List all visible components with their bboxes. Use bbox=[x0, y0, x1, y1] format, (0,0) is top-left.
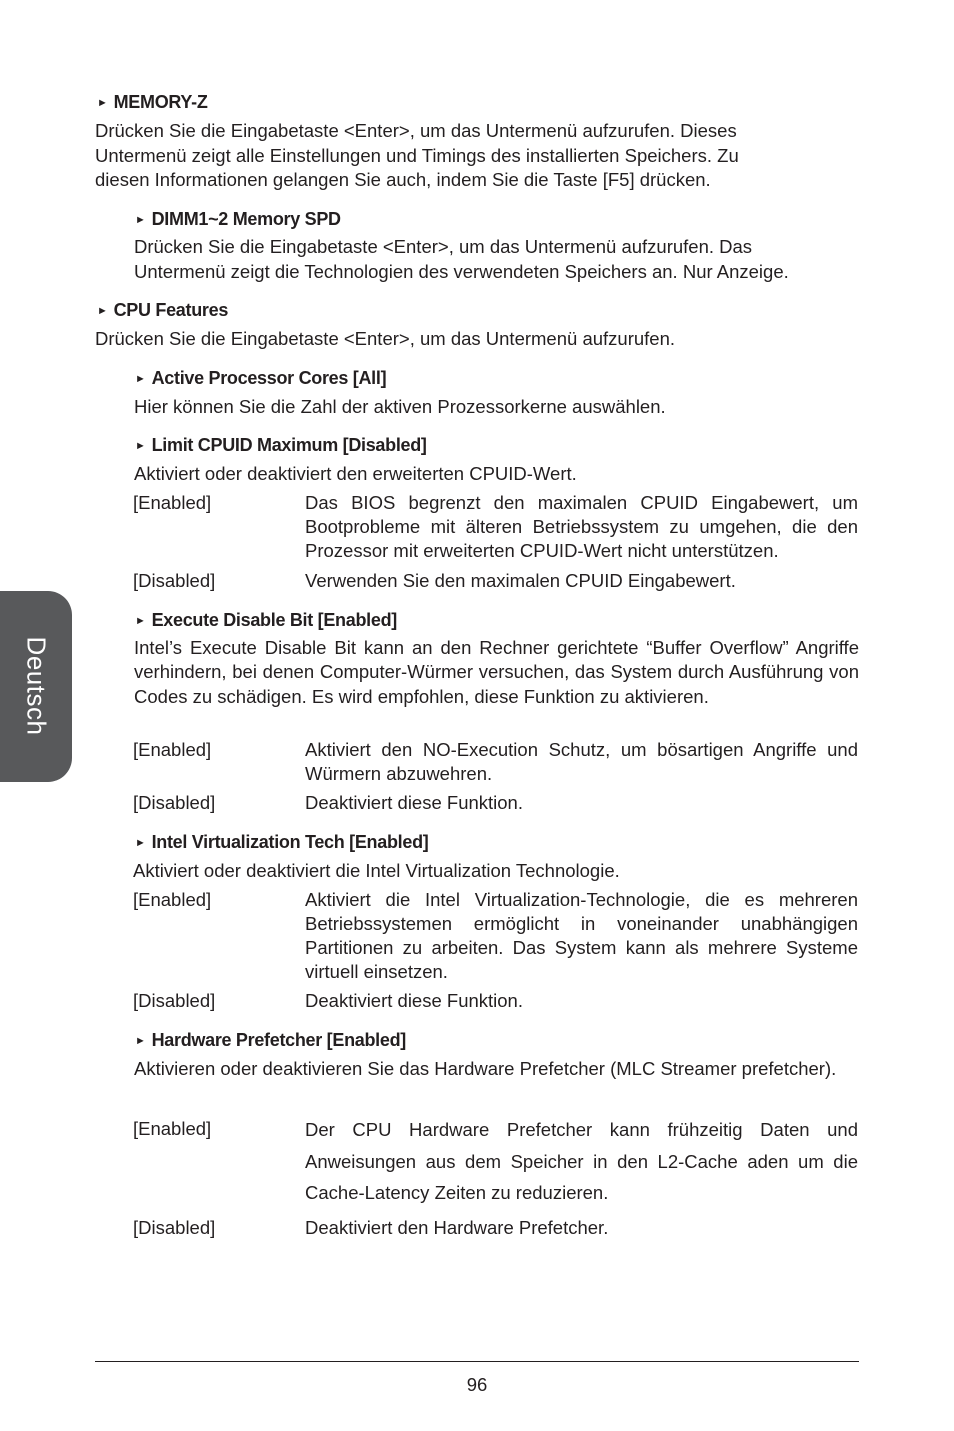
triangle-bullet-icon: ► bbox=[97, 305, 108, 317]
language-side-tab bbox=[0, 591, 72, 782]
section-title-memory-z: ► MEMORY-Z bbox=[97, 92, 208, 112]
hw-prefetcher-description: Aktivieren oder deaktivieren Sie das Hardware Prefetcher (MLC Streamer prefetcher). bbox=[134, 1058, 837, 1079]
text-line: Drücken Sie die Eingabetaste <Enter>, um das Untermenü aufzurufen. Das bbox=[134, 236, 753, 257]
footer-divider bbox=[95, 1361, 859, 1362]
option-label: [Enabled] bbox=[133, 492, 212, 513]
section-title-limit-cpuid: ► Limit CPUID Maximum [Disabled] bbox=[135, 435, 427, 455]
triangle-bullet-icon: ► bbox=[135, 214, 146, 226]
memory-z-description bbox=[95, 119, 865, 193]
option-description: Deaktiviert diese Funktion. bbox=[305, 990, 523, 1011]
section-title-cpu-features: ► CPU Features bbox=[97, 300, 229, 320]
option-label: [Enabled] bbox=[133, 1118, 212, 1139]
virtualization-description: Aktiviert oder deaktiviert die Intel Virtualization Technologie. bbox=[133, 860, 620, 881]
option-label: [Enabled] bbox=[133, 889, 212, 910]
option-description: Das BIOS begrenzt den maximalen CPUID Eingabewert, um Bootprobleme mit älteren Betriebssystem zu umgehen, die den Prozessor mit erweiterten CPUID-Wert nicht unterstützen. bbox=[305, 492, 858, 561]
cpu-features-description: Drücken Sie die Eingabetaste <Enter>, um das Untermenü aufzurufen. bbox=[95, 328, 676, 349]
option-label: [Disabled] bbox=[133, 990, 216, 1011]
active-cores-description: Hier können Sie die Zahl der aktiven Prozessorkerne auswählen. bbox=[134, 396, 666, 417]
option-description: Aktiviert den NO-Execution Schutz, um bösartigen Angriffe und Würmern abzuwehren. bbox=[305, 739, 858, 784]
section-title-dimm-spd: ► DIMM1~2 Memory SPD bbox=[135, 209, 341, 229]
option-label: [Disabled] bbox=[133, 1217, 216, 1238]
option-label: [Disabled] bbox=[133, 570, 216, 591]
execute-disable-description: Intel’s Execute Disable Bit kann an den Rechner gerichtete “Buffer Overflow” Angriffe verhindern, bei denen Computer-Würmer versuchen, das System durch Ausführung von Codes zu schädigen. Es wird empfohlen, diese Funktion zu aktivieren. bbox=[134, 637, 859, 707]
section-title-execute-disable: ► Execute Disable Bit [Enabled] bbox=[135, 610, 397, 630]
triangle-bullet-icon: ► bbox=[135, 1035, 146, 1047]
triangle-bullet-icon: ► bbox=[135, 373, 146, 385]
page-number: 96 bbox=[466, 1374, 488, 1395]
text-line: diesen Informationen gelangen Sie auch, indem Sie die Taste [F5] drücken. bbox=[95, 169, 711, 190]
option-description: Deaktiviert diese Funktion. bbox=[305, 792, 523, 813]
triangle-bullet-icon: ► bbox=[135, 837, 146, 849]
option-description: Deaktiviert den Hardware Prefetcher. bbox=[305, 1217, 609, 1238]
option-label: [Enabled] bbox=[133, 739, 212, 760]
language-tab-label: Deutsch bbox=[21, 636, 52, 736]
section-title-hw-prefetcher: ► Hardware Prefetcher [Enabled] bbox=[135, 1030, 406, 1050]
section-title-virtualization: ► Intel Virtualization Tech [Enabled] bbox=[135, 832, 429, 852]
triangle-bullet-icon: ► bbox=[97, 97, 108, 109]
option-description: Aktiviert die Intel Virtualization-Technologie, die es mehreren Betriebssystemen ermöglicht in voneinander unabhängigen Partitionen zu arbeiten. Das System kann als mehrere Systeme virtuell einsetzen. bbox=[305, 889, 858, 982]
option-description: Verwenden Sie den maximalen CPUID Eingabewert. bbox=[305, 570, 736, 591]
text-line: Untermenü zeigt alle Einstellungen und Timings des installierten Speichers. Zu bbox=[95, 144, 739, 166]
triangle-bullet-icon: ► bbox=[135, 615, 146, 627]
option-label: [Disabled] bbox=[133, 792, 216, 813]
text-line: Drücken Sie die Eingabetaste <Enter>, um das Untermenü aufzurufen. Dieses bbox=[95, 120, 737, 141]
triangle-bullet-icon: ► bbox=[135, 440, 146, 452]
limit-cpuid-description: Aktiviert oder deaktiviert den erweiterten CPUID-Wert. bbox=[134, 463, 577, 484]
section-title-active-cores: ► Active Processor Cores [All] bbox=[135, 368, 387, 388]
dimm-spd-description bbox=[134, 235, 864, 284]
option-description: Der CPU Hardware Prefetcher kann frühzeitig Daten und Anweisungen aus dem Speicher in den L2-Cache aden um die Cache-Latency Zeiten zu reduzieren. bbox=[305, 1119, 858, 1203]
text-line: Untermenü zeigt die Technologien des verwendeten Speichers an. Nur Anzeige. bbox=[134, 260, 789, 282]
